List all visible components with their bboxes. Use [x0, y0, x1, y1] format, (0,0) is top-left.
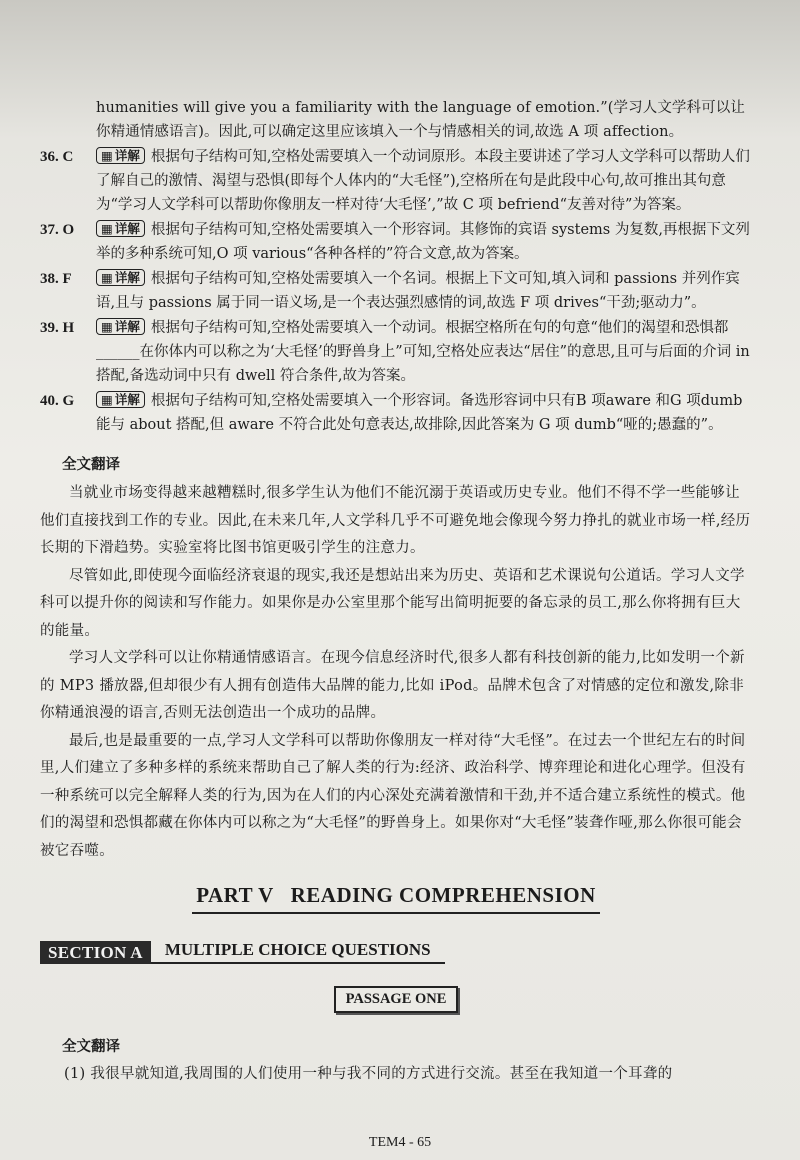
answer-text: 根据句子结构可知,空格处需要填入一个形容词。其修饰的宾语 systems 为复数,再根据下文列举的多种系统可知,O 项 various“各种各样的”符合文意,故为答案。	[96, 222, 750, 262]
section-tag: SECTION A	[40, 941, 151, 964]
passage-label: PASSAGE ONE	[334, 986, 459, 1013]
answer-text: 根据句子结构可知,空格处需要填入一个名词。根据上下文可知,填入词和 passions 并列作宾语,且与 passions 属于同一语义场,是一个表达强烈感情的词,故选 F 项 drives“干劲;驱动力”。	[96, 271, 740, 311]
explanation-badge: ▦ 详解	[96, 391, 145, 408]
explanation-badge: ▦ 详解	[96, 269, 145, 286]
answer-number: 39. H	[40, 320, 75, 336]
passage-label-wrap	[40, 986, 752, 1013]
translation-heading: 全文翻译	[62, 457, 120, 473]
book-icon: ▦	[101, 148, 113, 163]
part-title: PART V READING COMPREHENSION	[40, 883, 752, 914]
translation-heading-2: 全文翻译	[62, 1039, 120, 1055]
answer-number: 36. C	[40, 149, 74, 165]
answer-number: 37. O	[40, 222, 75, 238]
answer-text: 根据句子结构可知,空格处需要填入一个形容词。备选形容词中只有B 项aware 和G 项dumb 能与 about 搭配,但 aware 不符合此处句意表达,故排除,因此答案为 G 项 dumb“哑的;愚蠢的”。	[96, 393, 743, 433]
continued-explanation: humanities will give you a familiarity with the language of emotion.”(学习人文学科可以让你精通情感语言)。因此,可以确定这里应该填入一个与情感相关的词,故选 A 项 affection。	[96, 100, 745, 140]
answer-text: 根据句子结构可知,空格处需要填入一个动词原形。本段主要讲述了学习人文学科可以帮助人们了解自己的激情、渴望与恐惧(即每个人体内的“大毛怪”),空格所在句是此段中心句,故可推出其句意为“学习人文学科可以帮助你像朋友一样对待‘大毛怪’,”故 C 项 befriend“友善对待”为答案。	[96, 149, 750, 213]
answer-36	[40, 145, 752, 217]
answer-text: 根据句子结构可知,空格处需要填入一个动词。根据空格所在句的句意“他们的渴望和恐惧都______在你体内可以称之为‘大毛怪’的野兽身上”可知,空格处应表达“居住”的意思,且可与后面的介词 in 搭配,备选动词中只有 dwell 符合条件,故为答案。	[96, 320, 750, 384]
book-icon: ▦	[101, 319, 113, 334]
explanation-badge: ▦ 详解	[96, 318, 145, 335]
explanation-badge: ▦ 详解	[96, 147, 145, 164]
book-icon: ▦	[101, 392, 113, 407]
section-title: MULTIPLE CHOICE QUESTIONS	[151, 940, 445, 964]
answer-38	[40, 267, 752, 315]
book-icon: ▦	[101, 270, 113, 285]
answer-40	[40, 389, 752, 437]
translation-paragraph: 最后,也是最重要的一点,学习人文学科可以帮助你像朋友一样对待“大毛怪”。在过去一个世纪左右的时间里,人们建立了多种多样的系统来帮助自己了解人类的行为:经济、政治科学、博弈理论和进化心理学。但没有一种系统可以完全解释人类的行为,因为在人们的内心深处充满着激情和干劲,并不适合建立系统性的模式。他们的渴望和恐惧都藏在你体内可以称之为“大毛怪”的野兽身上。如果你对“大毛怪”装聋作哑,那么你很可能会被它吞噬。	[40, 732, 746, 859]
translation-paragraph: 当就业市场变得越来越糟糕时,很多学生认为他们不能沉溺于英语或历史专业。他们不得不学一些能够让他们直接找到工作的专业。因此,在未来几年,人文学科几乎不可避免地会像现今努力挣扎的就业市场一样,经历长期的下滑趋势。实验室将比图书馆更吸引学生的注意力。	[40, 485, 751, 556]
page-number: TEM4 - 65	[368, 1135, 432, 1150]
section-header	[40, 940, 752, 964]
answer-number: 38. F	[40, 271, 72, 287]
answer-37	[40, 218, 752, 266]
book-icon: ▦	[101, 221, 113, 236]
translation-paragraph: 学习人文学科可以让你精通情感语言。在现今信息经济时代,很多人都有科技创新的能力,比如发明一个新的 MP3 播放器,但却很少有人拥有创造伟大品牌的能力,比如 iPod。品牌术包含了对情感的定位和激发,除非你精通浪漫的语言,否则无法创造出一个成功的品牌。	[40, 650, 745, 721]
answer-number: 40. G	[40, 393, 75, 409]
explanation-badge: ▦ 详解	[96, 220, 145, 237]
answer-39	[40, 316, 752, 388]
final-paragraph: (1) 我很早就知道,我周围的人们使用一种与我不同的方式进行交流。甚至在我知道一个耳聋的	[64, 1066, 673, 1082]
page-content	[40, 96, 752, 1086]
translation-paragraph: 尽管如此,即使现今面临经济衰退的现实,我还是想站出来为历史、英语和艺术课说句公道话。学习人文学科可以提升你的阅读和写作能力。如果你是办公室里那个能写出简明扼要的备忘录的员工,那么你将拥有巨大的能量。	[40, 567, 745, 639]
